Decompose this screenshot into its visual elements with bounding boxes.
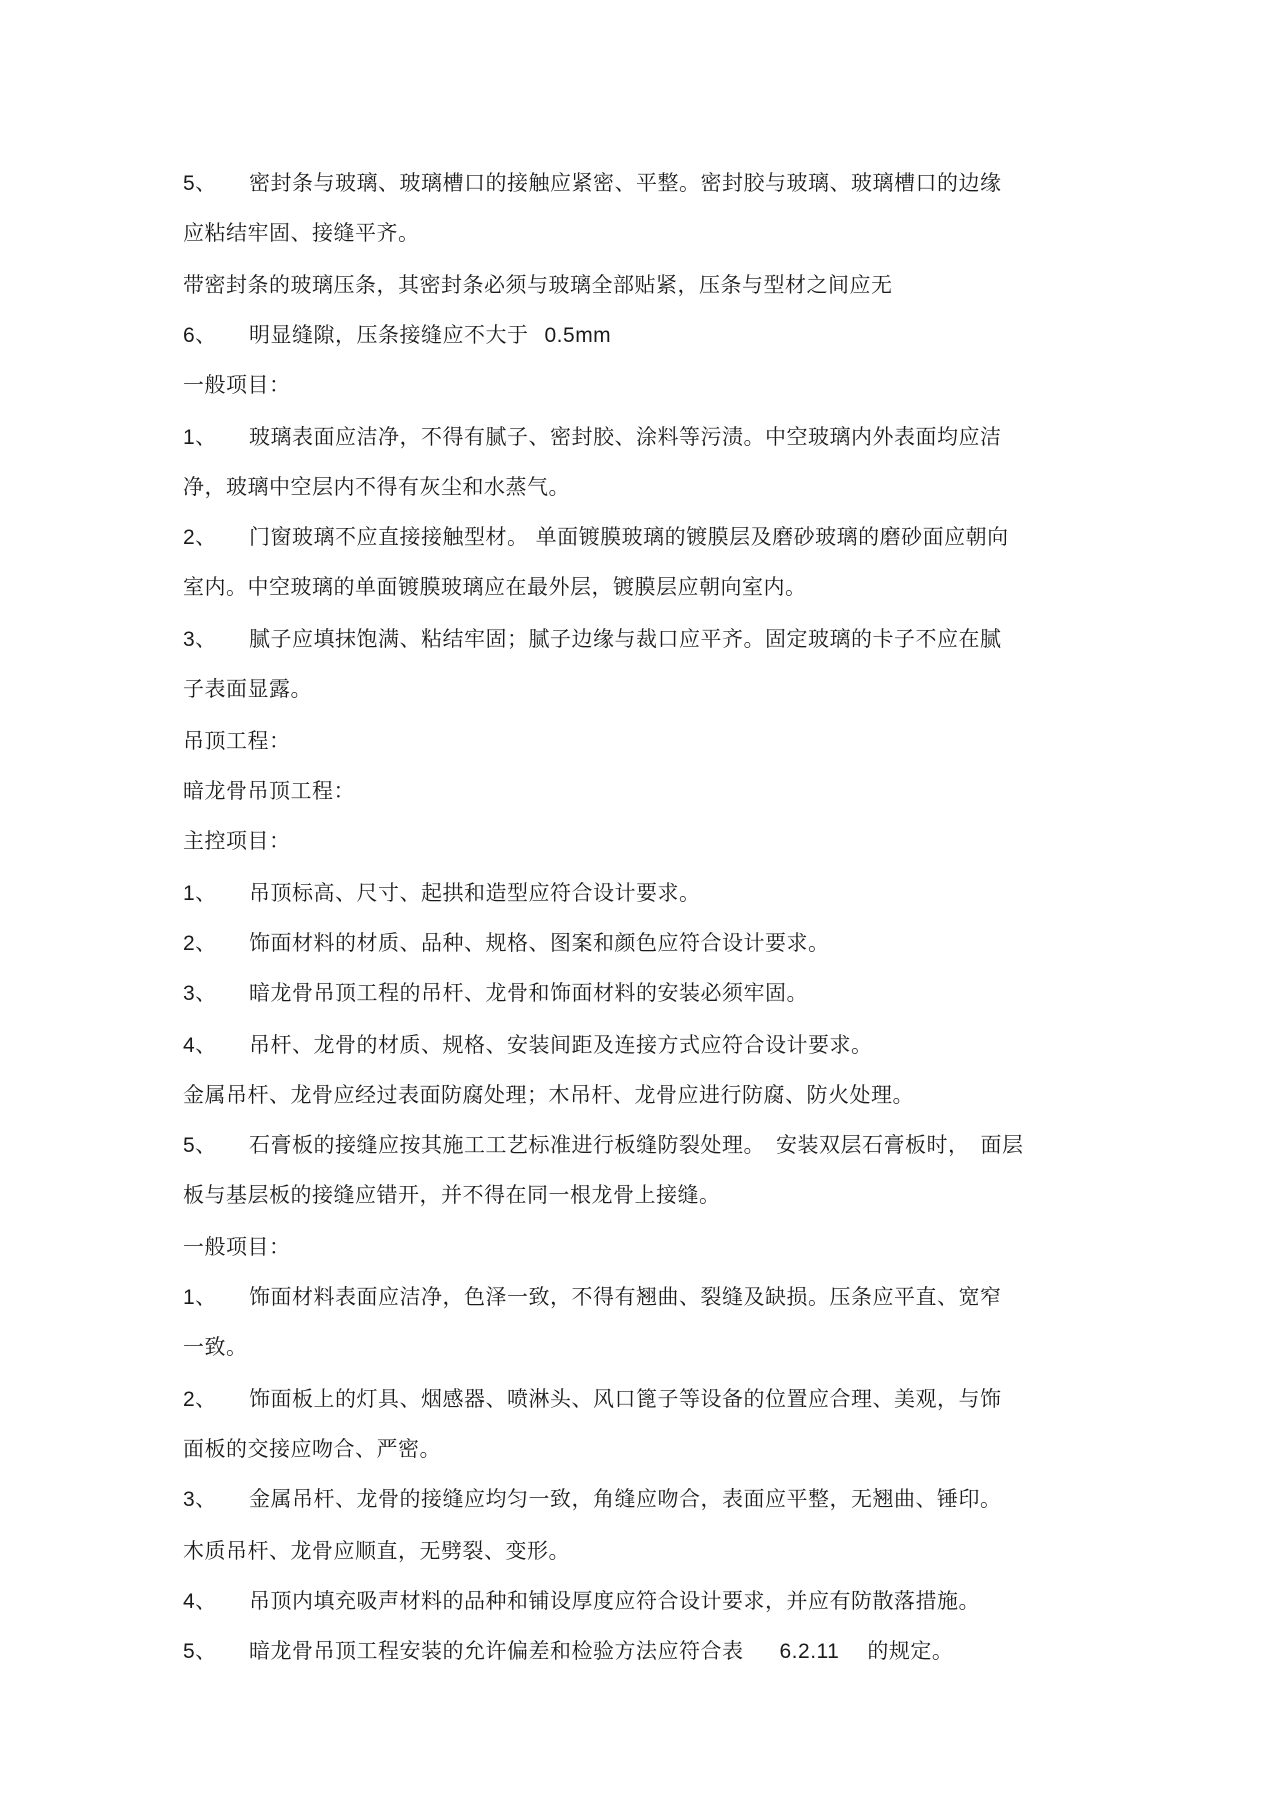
paragraph-line xyxy=(183,220,420,246)
item-number: 5、 xyxy=(183,1134,217,1157)
paragraph-line xyxy=(183,1638,953,1665)
line-text: 吊顶内填充吸声材料的品种和铺设厚度应符合设计要求，并应有防散落措施。 xyxy=(249,1589,980,1613)
table-reference: 6.2.11 xyxy=(779,1640,840,1663)
line-text: 暗龙骨吊顶工程： xyxy=(183,779,355,803)
paragraph-line xyxy=(183,1182,721,1208)
line-text: 门窗玻璃不应直接接触型材。 单面镀膜玻璃的镀膜层及磨砂玻璃的磨砂面应朝向 xyxy=(249,525,1009,549)
line-text: 腻子应填抹饱满、粘结牢固；腻子边缘与裁口应平齐。固定玻璃的卡子不应在腻 xyxy=(249,627,1002,651)
line-text: 饰面材料表面应洁净，色泽一致，不得有翘曲、裂缝及缺损。压条应平直、宽窄 xyxy=(249,1285,1002,1309)
paragraph-line xyxy=(183,1284,1002,1311)
paragraph-line xyxy=(183,424,1002,451)
item-number: 3、 xyxy=(183,628,217,651)
item-number: 3、 xyxy=(183,982,217,1005)
item-number: 2、 xyxy=(183,1388,217,1411)
item-number: 4、 xyxy=(183,1034,217,1057)
item-number: 5、 xyxy=(183,172,217,195)
paragraph-line xyxy=(183,1082,914,1108)
item-number: 1、 xyxy=(183,1286,217,1309)
section-heading xyxy=(183,778,355,804)
line-text: 应粘结牢固、接缝平齐。 xyxy=(183,221,420,245)
line-text: 明显缝隙，压条接缝应不大于 xyxy=(249,323,529,347)
section-heading xyxy=(183,1234,291,1260)
section-heading xyxy=(183,828,291,854)
item-number: 3、 xyxy=(183,1488,217,1511)
line-text: 板与基层板的接缝应错开，并不得在同一根龙骨上接缝。 xyxy=(183,1183,721,1207)
line-text: 饰面板上的灯具、烟感器、喷淋头、风口篦子等设备的位置应合理、美观，与饰 xyxy=(249,1387,1002,1411)
paragraph-line xyxy=(183,1538,570,1564)
paragraph-line xyxy=(183,1132,1024,1159)
paragraph-line xyxy=(183,676,312,702)
line-text: 木质吊杆、龙骨应顺直，无劈裂、变形。 xyxy=(183,1539,570,1563)
paragraph-line xyxy=(183,1386,1002,1413)
line-text: 一般项目： xyxy=(183,1235,291,1259)
line-text: 主控项目： xyxy=(183,829,291,853)
item-number: 2、 xyxy=(183,932,217,955)
item-number: 1、 xyxy=(183,882,217,905)
line-text: 一般项目： xyxy=(183,373,291,397)
line-text: 饰面材料的材质、品种、规格、图案和颜色应符合设计要求。 xyxy=(249,931,830,955)
paragraph-line xyxy=(183,626,1002,653)
paragraph-line xyxy=(183,524,1009,551)
item-number: 2、 xyxy=(183,526,217,549)
line-text: 玻璃表面应洁净，不得有腻子、密封胶、涂料等污渍。中空玻璃内外表面均应洁 xyxy=(249,425,1002,449)
paragraph-line xyxy=(183,322,611,349)
line-text: 暗龙骨吊顶工程安装的允许偏差和检验方法应符合表 xyxy=(249,1639,744,1663)
item-number: 6、 xyxy=(183,324,217,347)
line-text: 一致。 xyxy=(183,1335,248,1359)
line-text: 吊顶标高、尺寸、起拱和造型应符合设计要求。 xyxy=(249,881,701,905)
section-heading xyxy=(183,728,291,754)
line-text: 密封条与玻璃、玻璃槽口的接触应紧密、平整。密封胶与玻璃、玻璃槽口的边缘 xyxy=(249,171,1002,195)
line-text: 室内。中空玻璃的单面镀膜玻璃应在最外层，镀膜层应朝向室内。 xyxy=(183,575,807,599)
paragraph-line xyxy=(183,1436,441,1462)
item-number: 1、 xyxy=(183,426,217,449)
line-text: 净，玻璃中空层内不得有灰尘和水蒸气。 xyxy=(183,475,570,499)
paragraph-line xyxy=(183,930,830,957)
paragraph-line xyxy=(183,1032,873,1059)
line-text: 子表面显露。 xyxy=(183,677,312,701)
line-text: 面板的交接应吻合、严密。 xyxy=(183,1437,441,1461)
line-text: 吊顶工程： xyxy=(183,729,291,753)
paragraph-line xyxy=(183,1334,248,1360)
line-text: 石膏板的接缝应按其施工工艺标准进行板缝防裂处理。 安装双层石膏板时， 面层 xyxy=(249,1133,1024,1157)
paragraph-line xyxy=(183,170,1002,197)
section-heading xyxy=(183,372,291,398)
paragraph-line xyxy=(183,272,893,298)
line-text: 金属吊杆、龙骨应经过表面防腐处理；木吊杆、龙骨应进行防腐、防火处理。 xyxy=(183,1083,914,1107)
line-text: 暗龙骨吊顶工程的吊杆、龙骨和饰面材料的安装必须牢固。 xyxy=(249,981,808,1005)
measurement-value: 0.5mm xyxy=(544,324,612,347)
line-text: 带密封条的玻璃压条，其密封条必须与玻璃全部贴紧，压条与型材之间应无 xyxy=(183,273,893,297)
paragraph-line xyxy=(183,980,808,1007)
item-number: 5、 xyxy=(183,1640,217,1663)
line-text: 吊杆、龙骨的材质、规格、安装间距及连接方式应符合设计要求。 xyxy=(249,1033,873,1057)
line-text-end: 的规定。 xyxy=(867,1639,954,1663)
item-number: 4、 xyxy=(183,1590,217,1613)
paragraph-line xyxy=(183,1588,980,1615)
line-text: 金属吊杆、龙骨的接缝应均匀一致，角缝应吻合，表面应平整，无翘曲、锤印。 xyxy=(249,1487,1002,1511)
paragraph-line xyxy=(183,574,807,600)
paragraph-line xyxy=(183,880,701,907)
paragraph-line xyxy=(183,1486,1002,1513)
paragraph-line xyxy=(183,474,570,500)
